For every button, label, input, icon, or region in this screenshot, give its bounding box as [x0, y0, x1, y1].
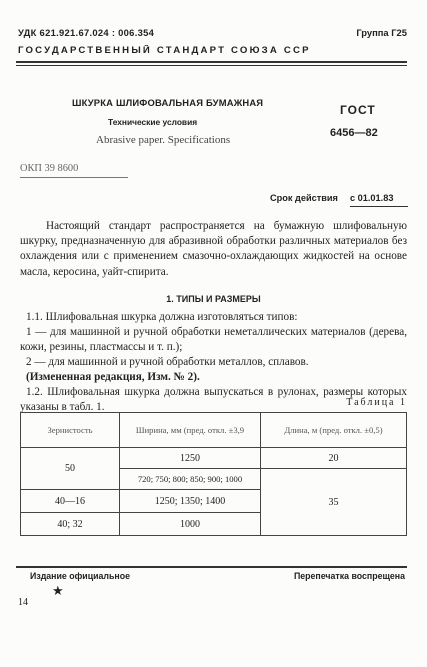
okp-code: ОКП 39 8600: [20, 163, 79, 174]
header-rule-thin: [16, 65, 407, 66]
cell-grain: 40—16: [21, 490, 120, 513]
reprint-prohibited-label: Перепечатка воспрещена: [293, 571, 405, 581]
official-edition-label: Издание официальное: [30, 571, 130, 581]
table-header-row: [21, 413, 407, 448]
document-title: ШКУРКА ШЛИФОВАЛЬНАЯ БУМАЖНАЯ: [72, 97, 264, 108]
cell-width: 720; 750; 800; 850; 900; 1000: [120, 469, 261, 490]
section-heading: 1. ТИПЫ И РАЗМЕРЫ: [166, 294, 261, 304]
cell-width: 1250; 1350; 1400: [120, 490, 261, 513]
validity-label: Срок действия: [270, 193, 338, 203]
gost-number: 6456—82: [330, 127, 378, 139]
amendment-note: (Измененная редакция, Изм. № 2).: [26, 371, 200, 383]
table-caption: Таблица 1: [346, 397, 407, 408]
cell-length: 20: [261, 448, 407, 469]
cell-width: 1250: [120, 448, 261, 469]
gost-label: ГОСТ: [340, 103, 376, 117]
validity-underline: [350, 206, 408, 207]
clause-1-1-type1: 1 — для машинной и ручной обработки неметаллических материалов (дерева, кожи, резины, пластмассы и т. п.);: [20, 326, 407, 354]
table-row: [21, 448, 407, 469]
udk-code: УДК 621.921.67.024 : 006.354: [18, 27, 155, 38]
cell-length: 35: [261, 469, 407, 536]
okp-underline: [20, 177, 128, 178]
cell-grain: 40; 32: [21, 513, 120, 536]
english-title: Abrasive paper. Specifications: [96, 134, 231, 146]
cell-grain: 50: [21, 448, 120, 490]
issuing-organization: ГОСУДАРСТВЕННЫЙ СТАНДАРТ СОЮЗА ССР: [18, 45, 311, 56]
header-rule-thick: [16, 61, 407, 63]
document-subtitle: Технические условия: [108, 117, 198, 127]
clause-1-1-type2: 2 — для машинной и ручной обработки металлов, сплавов.: [26, 356, 309, 368]
sizes-table: [20, 412, 407, 536]
validity-date: с 01.01.83: [350, 193, 394, 203]
footer-rule: [16, 566, 407, 568]
header-length: Длина, м (пред. откл. ±0,5): [261, 413, 407, 448]
clause-1-1: 1.1. Шлифовальная шкурка должна изготовляться типов:: [26, 311, 298, 323]
cell-width: 1000: [120, 513, 261, 536]
intro-paragraph: Настоящий стандарт распространяется на бумажную шлифовальную шкурку, предназначенную для абразивной обработки различных материалов без охлаждения или с применением смазочно-охлаждающих жидкостей на основе масла, керосина, уайт-спирита.: [20, 220, 407, 278]
page-number: 14: [18, 597, 28, 608]
group-code: Группа Г25: [356, 27, 407, 38]
header-grain: Зернистость: [21, 413, 120, 448]
clause-1-2: 1.2. Шлифовальная шкурка должна выпускаться в рулонах, размеры которых указаны в табл. 1.: [20, 386, 407, 414]
star-icon: ★: [52, 583, 64, 598]
header-width: Ширина, мм (пред. откл. ±3,9: [120, 413, 261, 448]
